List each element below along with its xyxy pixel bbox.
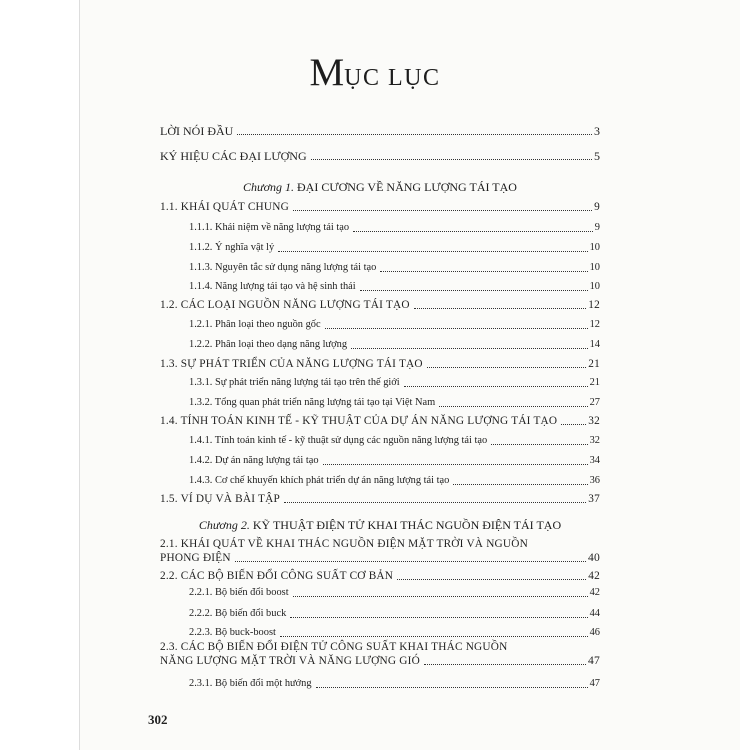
toc-page: 5 bbox=[594, 149, 600, 163]
toc-page: 9 bbox=[594, 222, 600, 233]
toc-label: 1.2.1. Phân loại theo nguồn gốc bbox=[189, 319, 321, 330]
toc-page: 3 bbox=[594, 124, 600, 138]
page-number: 302 bbox=[148, 712, 168, 727]
leader-dots bbox=[293, 210, 592, 211]
leader-dots bbox=[284, 502, 586, 503]
chapter-title: ĐẠI CƯƠNG VỀ NĂNG LƯỢNG TÁI TẠO bbox=[297, 180, 517, 194]
toc-page: 42 bbox=[588, 570, 600, 582]
toc-label-line1: 2.1. KHÁI QUÁT VỀ KHAI THÁC NGUỒN ĐIỆN MẶT TRỜI VÀ NGUỒN bbox=[160, 538, 528, 550]
toc-label: 1.4.1. Tính toán kinh tế - kỹ thuật sử dụng các nguồn năng lượng tái tạo bbox=[189, 435, 488, 446]
toc-entry[interactable] bbox=[189, 474, 600, 488]
toc-entry[interactable] bbox=[189, 434, 600, 448]
toc-label: 1.1.3. Nguyên tắc sử dụng năng lượng tái tạo bbox=[189, 262, 377, 273]
toc-entry[interactable] bbox=[189, 376, 600, 390]
leader-dots bbox=[278, 251, 587, 252]
chapter-2-heading bbox=[0, 518, 750, 533]
toc-page: 27 bbox=[589, 397, 600, 408]
leader-dots bbox=[316, 687, 588, 688]
toc-entry[interactable] bbox=[160, 569, 600, 583]
chapter-prefix: Chương 2. bbox=[198, 518, 250, 532]
toc-label: 1.3.1. Sự phát triển năng lượng tái tạo trên thế giới bbox=[189, 377, 400, 388]
toc-entry[interactable] bbox=[160, 200, 600, 214]
leader-dots bbox=[353, 231, 593, 232]
toc-label: 1.4. TÍNH TOÁN KINH TẾ - KỸ THUẬT CỦA DỰ ÁN NĂNG LƯỢNG TÁI TẠO bbox=[160, 415, 558, 427]
toc-page: 14 bbox=[589, 339, 600, 350]
leader-dots bbox=[360, 290, 588, 291]
toc-page: 10 bbox=[589, 262, 600, 273]
toc-label: LỜI NÓI ĐẦU bbox=[160, 124, 234, 138]
toc-entry[interactable] bbox=[189, 677, 600, 691]
toc-entry-multiline[interactable] bbox=[160, 538, 600, 565]
toc-page: 34 bbox=[589, 455, 600, 466]
leader-dots bbox=[293, 596, 588, 597]
leader-dots bbox=[235, 561, 586, 562]
toc-label: 1.1.1. Khái niệm về năng lượng tái tạo bbox=[189, 222, 350, 233]
toc-page: 47 bbox=[588, 654, 600, 667]
toc-entry[interactable] bbox=[189, 338, 600, 352]
toc-page: 12 bbox=[589, 319, 600, 330]
toc-page: 21 bbox=[588, 358, 600, 370]
toc-label: 1.1. KHÁI QUÁT CHUNG bbox=[160, 201, 289, 213]
toc-label: 1.3.2. Tổng quan phát triển năng lượng tái tạo tại Việt Nam bbox=[189, 397, 436, 408]
toc-label: 1.2.2. Phân loại theo dạng năng lượng bbox=[189, 339, 348, 350]
toc-page: 40 bbox=[588, 551, 600, 564]
toc-page: 21 bbox=[589, 377, 600, 388]
toc-label: KÝ HIỆU CÁC ĐẠI LƯỢNG bbox=[160, 149, 307, 163]
toc-page: 37 bbox=[588, 493, 600, 505]
toc-entry[interactable] bbox=[189, 396, 600, 410]
leader-dots bbox=[325, 328, 588, 329]
toc-entry-symbols[interactable] bbox=[160, 149, 600, 163]
leader-dots bbox=[351, 348, 588, 349]
toc-entry[interactable] bbox=[160, 414, 600, 428]
toc-label: 1.1.4. Năng lượng tái tạo và hệ sinh thái bbox=[189, 281, 356, 292]
page-title bbox=[0, 50, 750, 95]
leader-dots bbox=[427, 367, 587, 368]
toc-label-line2: PHONG ĐIỆN bbox=[160, 552, 231, 564]
toc-label: 1.4.3. Cơ chế khuyến khích phát triển dự án năng lượng tái tạo bbox=[189, 475, 450, 486]
toc-label: 2.3.1. Bộ biến đổi một hướng bbox=[189, 678, 312, 689]
toc-page: 9 bbox=[594, 201, 600, 213]
toc-entry[interactable] bbox=[189, 607, 600, 621]
leader-dots bbox=[290, 617, 587, 618]
toc-label-line2: NĂNG LƯỢNG MẶT TRỜI VÀ NĂNG LƯỢNG GIÓ bbox=[160, 655, 420, 667]
toc-entry[interactable] bbox=[189, 221, 600, 235]
toc-label: 1.1.2. Ý nghĩa vật lý bbox=[189, 242, 275, 253]
toc-label: 1.2. CÁC LOẠI NGUỒN NĂNG LƯỢNG TÁI TẠO bbox=[160, 299, 410, 311]
leader-dots bbox=[453, 484, 587, 485]
toc-label: 2.2. CÁC BỘ BIẾN ĐỔI CÔNG SUẤT CƠ BẢN bbox=[160, 570, 394, 582]
leader-dots bbox=[323, 464, 588, 465]
toc-page: 36 bbox=[589, 475, 600, 486]
toc-entry[interactable] bbox=[189, 454, 600, 468]
toc-page: 42 bbox=[589, 587, 600, 598]
chapter-prefix: Chương 1. bbox=[243, 180, 294, 194]
toc-label-line2-row bbox=[160, 551, 600, 565]
toc-page: 10 bbox=[589, 281, 600, 292]
chapter-title: KỸ THUẬT ĐIỆN TỬ KHAI THÁC NGUỒN ĐIỆN TÁI TẠO bbox=[252, 518, 562, 532]
toc-entry[interactable] bbox=[189, 318, 600, 332]
leader-dots bbox=[397, 579, 586, 580]
toc-label-line1: 2.3. CÁC BỘ BIẾN ĐỔI ĐIỆN TỬ CÔNG SUẤT KHAI THÁC NGUỒN bbox=[160, 641, 508, 653]
chapter-1-heading bbox=[0, 180, 750, 195]
toc-entry[interactable] bbox=[189, 586, 600, 600]
toc-page: 12 bbox=[588, 299, 600, 311]
toc-entry[interactable] bbox=[189, 626, 600, 640]
toc-entry-multiline[interactable] bbox=[160, 641, 600, 668]
toc-page: 46 bbox=[589, 627, 600, 638]
toc-entry[interactable] bbox=[189, 261, 600, 275]
leader-dots bbox=[237, 134, 592, 135]
toc-label-line2-row bbox=[160, 654, 600, 668]
toc-label: 1.4.2. Dự án năng lượng tái tạo bbox=[189, 455, 319, 466]
toc-label: 1.3. SỰ PHÁT TRIỂN CỦA NĂNG LƯỢNG TÁI TẠO bbox=[160, 358, 423, 370]
leader-dots bbox=[491, 444, 587, 445]
leader-dots bbox=[424, 664, 586, 665]
leader-dots bbox=[311, 159, 592, 160]
leader-dots bbox=[380, 271, 587, 272]
toc-label: 2.2.1. Bộ biến đổi boost bbox=[189, 587, 289, 598]
toc-entry[interactable] bbox=[160, 298, 600, 312]
leader-dots bbox=[561, 424, 586, 425]
toc-page: 32 bbox=[589, 435, 600, 446]
toc-page: 10 bbox=[589, 242, 600, 253]
leader-dots bbox=[439, 406, 587, 407]
title-rest: ỤC LỤC bbox=[344, 65, 441, 91]
toc-page: 47 bbox=[589, 678, 600, 689]
toc-page: 44 bbox=[589, 608, 600, 619]
toc-entry[interactable] bbox=[189, 241, 600, 255]
toc-entry[interactable] bbox=[160, 492, 600, 506]
leader-dots bbox=[404, 386, 588, 387]
toc-label: 1.5. VÍ DỤ VÀ BÀI TẬP bbox=[160, 493, 281, 505]
leader-dots bbox=[414, 308, 587, 309]
toc-entry[interactable] bbox=[189, 280, 600, 294]
toc-entry-preface[interactable] bbox=[160, 124, 600, 138]
title-first-letter: M bbox=[309, 51, 345, 94]
toc-entry[interactable] bbox=[160, 357, 600, 371]
toc-page: 32 bbox=[588, 415, 600, 427]
toc-label: 2.2.3. Bộ buck-boost bbox=[189, 627, 276, 638]
toc-label: 2.2.2. Bộ biến đổi buck bbox=[189, 608, 287, 619]
leader-dots bbox=[280, 636, 588, 637]
